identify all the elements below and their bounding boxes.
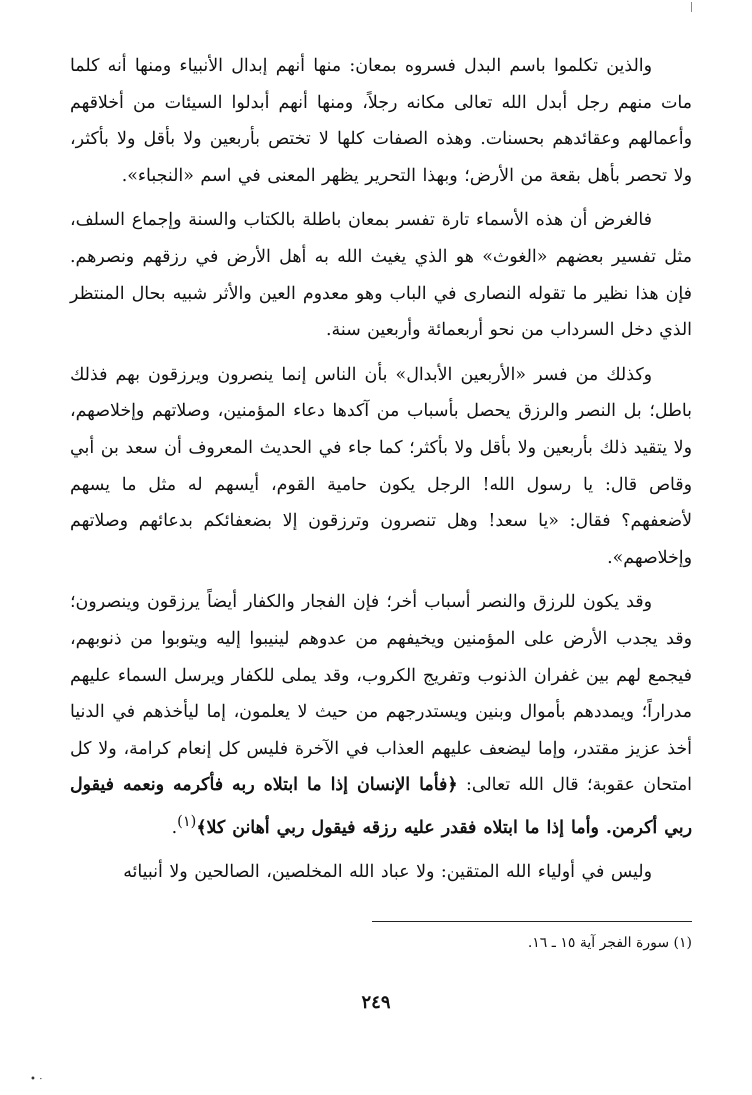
footnote-reference[interactable]: (١) <box>177 813 197 830</box>
quran-verse: ﴿فأما الإنسان إذا ما ابتلاه ربه فأكرمه ونعمه فيقول ربي أكرمن. وأما إذا ما ابتلاه فقدر عليه رزقه فيقول ربي أهانن كلا﴾ <box>70 775 692 838</box>
page-number: ٢٤٩ <box>361 992 391 1013</box>
footnote-divider <box>372 921 692 922</box>
paragraph-awliya: وليس في أولياء الله المتقين: ولا عباد الله المخلصين، الصالحين ولا أنبيائه <box>123 862 652 883</box>
paragraph-other-causes <box>70 584 692 846</box>
paragraph-other-causes-text: وقد يكون للرزق والنصر أسباب أخر؛ فإن الفجار والكفار أيضاً يرزقون وينصرون؛ وقد يجدب الأرض على المؤمنين ويخيفهم من عدوهم لينيبوا إليه ويتوبوا من ذنوبهم، فيجمع لهم بين غفران الذنوب وتفريج الكروب، وقد يملى للكفار ويرسل السماء عليهم مدراراً؛ ويمددهم بأموال وبنين ويستدرجهم من حيث لا يعلمون، إما ليأخذهم في الدنيا أخذ عزيز مقتدر، وإما ليضعف عليهم العذاب في الآخرة فليس كل إنعام كرامة، ولا كل امتحان عقوبة؛ قال الله تعالى: <box>70 592 693 796</box>
footnote: (١) سورة الفجر آية ١٥ ـ ١٦. <box>527 935 692 951</box>
paragraph-forty-abdal: وكذلك من فسر «الأربعين الأبدال» بأن الناس إنما ينصرون ويرزقون بهم فذلك باطل؛ بل النصر والرزق يحصل بأسباب من آكدها دعاء المؤمنين، وصلاتهم وإخلاصهم، ولا يتقيد ذلك بأربعين ولا بأقل ولا بأكثر؛ كما جاء في الحديث المعروف أن سعد بن أبي وقاص قال: يا رسول الله! الرجل يكون حامية القوم، أيسهم له مثل ما يسهم لأضعفهم؟ فقال: «يا سعد! وهل تنصرون وترزقون إلا بضعفائكم بدعائهم وصلاتهم وإخلاصهم». <box>70 364 692 568</box>
scan-speck: • ⋅ <box>30 1074 43 1085</box>
paragraph-other-causes-end: . <box>171 817 178 838</box>
paragraph-names-false-meanings: فالغرض أن هذه الأسماء تارة تفسر بمعان باطلة بالكتاب والسنة وإجماع السلف، مثل تفسير بعضهم «الغوث» هو الذي يغيث الله به أهل الأرض في رزقهم ونصرهم. فإن هذا نظير ما تقوله النصارى في الباب وهو معدوم العين والأثر شبيه بحال المنتظر الذي دخل السرداب من نحو أربعمائة وأربعين سنة. <box>70 210 692 341</box>
paragraph-abdal-meanings: والذين تكلموا باسم البدل فسروه بمعان: منها أنهم إبدال الأنبياء ومنها أنه كلما مات منهم رجل أبدل الله تعالى مكانه رجلاً، ومنها أنهم أبدلوا السيئات من أخلاقهم وأعمالهم وعقائدهم بحسنات. وهذه الصفات كلها لا تختص بأربعين ولا بأقل ولا بأكثر، ولا تحصر بأهل بقعة من الأرض؛ وبهذا التحرير يظهر المعنى في اسم «النجباء». <box>70 56 692 186</box>
page-body <box>70 48 692 891</box>
corner-mark <box>691 2 692 12</box>
